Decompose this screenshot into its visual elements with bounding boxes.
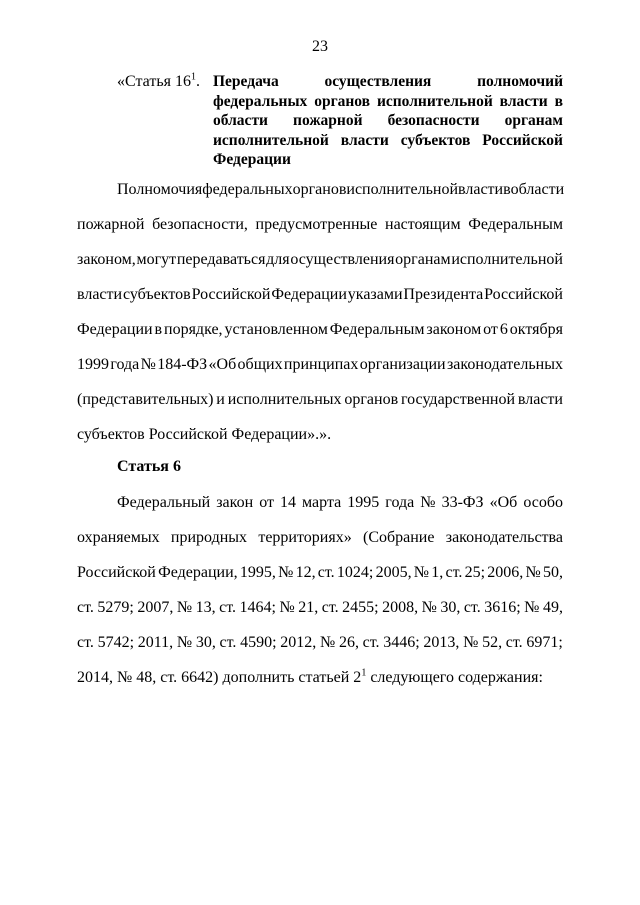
word: ст. xyxy=(317,564,335,581)
article-6-paragraph xyxy=(77,493,563,703)
paragraph-line xyxy=(77,180,563,215)
paragraph-line xyxy=(77,563,563,598)
word: 2006, xyxy=(487,564,524,581)
word: № xyxy=(524,599,540,616)
word: ст. xyxy=(219,599,236,616)
word: Российской xyxy=(77,564,156,581)
word: Федерации, xyxy=(158,564,238,581)
last-line-suffix: следующего содержания: xyxy=(366,669,543,686)
word: ст. xyxy=(445,564,463,581)
word: 14 xyxy=(280,494,296,511)
word: закон xyxy=(216,494,254,511)
word: Российской xyxy=(191,286,271,303)
paragraph-line xyxy=(77,355,563,390)
word: власти xyxy=(517,391,563,408)
word: № xyxy=(525,564,541,581)
word: 2005, xyxy=(375,564,412,581)
word: организации xyxy=(359,356,446,373)
paragraph-line xyxy=(77,633,563,668)
word: 49, xyxy=(542,599,563,616)
word: от xyxy=(259,494,274,511)
word: ст. xyxy=(77,599,94,616)
article-16-paragraph xyxy=(77,180,563,460)
word: для xyxy=(266,251,290,268)
word: 1464; xyxy=(239,599,276,616)
word: 184-ФЗ xyxy=(157,356,208,373)
word: общих xyxy=(237,356,283,373)
word: № xyxy=(279,599,295,616)
word: года xyxy=(110,356,140,373)
page-number: 23 xyxy=(312,38,328,55)
word: Полномочия xyxy=(117,181,203,198)
word: Президента xyxy=(403,286,484,303)
word: № xyxy=(278,564,294,581)
paragraph-line xyxy=(77,215,563,250)
word: ст. xyxy=(362,634,380,651)
word: Российской xyxy=(484,286,563,303)
word: предусмотренные xyxy=(255,216,378,233)
word: указами xyxy=(347,286,403,303)
word: органам xyxy=(395,251,451,268)
word: охраняемых xyxy=(77,529,160,546)
word: № xyxy=(140,356,156,373)
paragraph-line xyxy=(77,668,563,703)
word: 2007, xyxy=(137,599,174,616)
word: от xyxy=(483,321,498,338)
word: Федеральным xyxy=(468,216,563,233)
word: № xyxy=(176,634,193,651)
word: 12, xyxy=(295,564,316,581)
word: в xyxy=(154,321,163,338)
word: ст. xyxy=(463,599,481,616)
word: государственной xyxy=(400,391,516,408)
word: установленном xyxy=(224,321,328,338)
article-16-label-sup: 1 xyxy=(190,71,196,83)
word: федеральных xyxy=(202,181,293,198)
word: законом xyxy=(426,321,482,338)
article-16-title: Передача осуществления полномочий федеральных органов исполнительной власти в области пожарной безопасности органам исполнительной власти субъектов Российской Федерации xyxy=(213,73,563,168)
word: Федерации xyxy=(77,321,153,338)
word: Федеральный xyxy=(117,494,211,511)
word: 3616; xyxy=(484,599,521,616)
paragraph-line xyxy=(77,250,563,285)
word: октября xyxy=(509,321,563,338)
word: «Об xyxy=(208,356,237,373)
paragraph-line xyxy=(77,320,563,355)
paragraph-line xyxy=(77,528,563,563)
word: марта xyxy=(302,494,342,511)
word: № xyxy=(413,564,430,581)
word: исполнительной xyxy=(451,251,563,268)
word: ст. xyxy=(219,634,237,651)
word: законодательства xyxy=(445,529,563,546)
word: 13, xyxy=(195,599,216,616)
word: 2011, xyxy=(137,634,174,651)
word: области xyxy=(510,181,565,198)
word: порядке, xyxy=(164,321,223,338)
word: органов xyxy=(292,181,347,198)
word: 33-ФЗ xyxy=(441,494,484,511)
word: природных xyxy=(170,529,248,546)
word: 4590; xyxy=(240,634,277,651)
word: № xyxy=(420,494,436,511)
word: № xyxy=(421,599,437,616)
word: ст. xyxy=(505,634,523,651)
word: № xyxy=(176,599,193,616)
article-16-label xyxy=(117,72,200,92)
word: 5279; xyxy=(97,599,134,616)
word: ст. xyxy=(321,599,339,616)
word: 26, xyxy=(338,634,359,651)
word: 30, xyxy=(195,634,216,651)
word: исполнительных xyxy=(227,391,342,408)
word: осуществления xyxy=(290,251,395,268)
article-16-label-prefix: «Статья 16 xyxy=(117,73,191,90)
paragraph-line xyxy=(77,598,563,633)
word: особо xyxy=(523,494,563,511)
word: (представительных) xyxy=(77,391,214,408)
word: года xyxy=(385,494,415,511)
last-line-sup: 1 xyxy=(361,667,367,679)
word: № xyxy=(463,634,479,651)
word: принципах xyxy=(283,356,359,373)
word: 50, xyxy=(542,564,563,581)
line-text: субъектов Российской Федерации».». xyxy=(77,426,332,443)
paragraph-line xyxy=(77,390,563,425)
word: 1999 xyxy=(77,356,109,373)
word: власти xyxy=(77,286,123,303)
word: «Об xyxy=(489,494,518,511)
word: 3446; xyxy=(383,634,420,651)
word: 52, xyxy=(482,634,503,651)
word: настоящим xyxy=(385,216,461,233)
paragraph-line xyxy=(77,285,563,320)
word: 1995, xyxy=(239,564,276,581)
word: 25; xyxy=(464,564,486,581)
word: 1024; xyxy=(336,564,374,581)
word: органов xyxy=(344,391,399,408)
word: безопасности, xyxy=(152,216,248,233)
word: ст. xyxy=(77,634,94,651)
word: пожарной xyxy=(77,216,145,233)
word: и xyxy=(216,391,225,408)
word: № xyxy=(319,634,336,651)
word: законом, xyxy=(77,251,136,268)
word: 21, xyxy=(298,599,319,616)
word: Федерации xyxy=(271,286,347,303)
paragraph-line xyxy=(77,493,563,528)
word: исполнительной xyxy=(346,181,459,198)
paragraph-line xyxy=(77,425,563,460)
word: законодательных xyxy=(446,356,563,373)
word: территориях» xyxy=(258,529,352,546)
word: 6971; xyxy=(526,634,563,651)
last-line-prefix: 2014, № 48, ст. 6642) дополнить статьей 2 xyxy=(77,669,362,686)
word: (Собрание xyxy=(362,529,435,546)
word: 2013, xyxy=(423,634,460,651)
word: 5742; xyxy=(97,634,135,651)
word: 1995 xyxy=(347,494,380,511)
line-text xyxy=(77,668,543,703)
article-6-heading: Статья 6 xyxy=(117,458,181,475)
word: могут xyxy=(136,251,177,268)
word: Федеральным xyxy=(329,321,425,338)
word: 6 xyxy=(499,321,508,338)
word: 2455; xyxy=(342,599,379,616)
word: 2008, xyxy=(382,599,419,616)
article-16-label-suffix: . xyxy=(195,73,200,90)
word: 1, xyxy=(431,564,444,581)
word: 2012, xyxy=(280,634,317,651)
word: в xyxy=(503,181,511,198)
word: передаваться xyxy=(176,251,266,268)
word: субъектов xyxy=(122,286,191,303)
word: власти xyxy=(458,181,504,198)
word: 30, xyxy=(440,599,461,616)
